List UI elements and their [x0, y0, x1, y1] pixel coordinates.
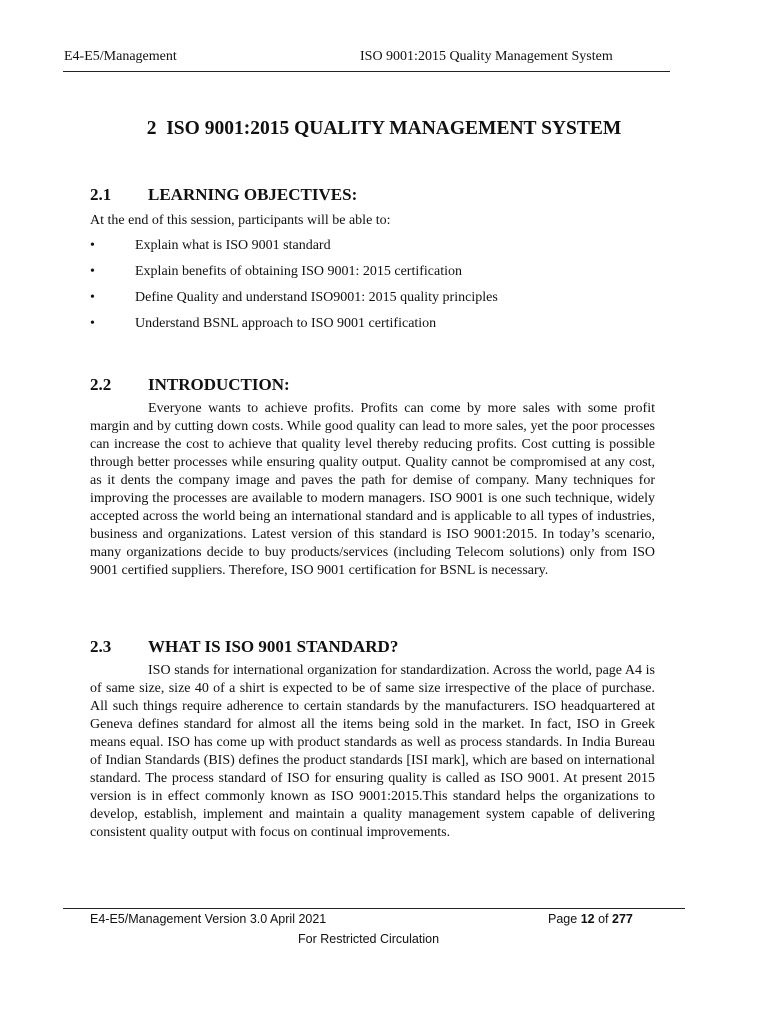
footer-circulation: For Restricted Circulation — [298, 932, 440, 946]
page-of: of — [598, 912, 609, 926]
iso-standard-paragraph: ISO stands for international organization for standardization. Across the world, page A4 is of same size, size 40 of a shirt is expected to be of same size irrespective of the place of purchase. All such things require adherence to certain standards by the manufacturers. ISO headquartered at Geneva defines standard for almost all the items being sold in the market. In fact, ISO in Greek means equal. ISO has come up with product standards as well as process standards. In India Bureau of Indian Standards (BIS) defines the product standards [ISI mark], which are based on international standard. The process standard of ISO for ensuring quality is called as ISO 9001. At present 2015 version is in effect commonly known as ISO 9001:2015.This standard helps the organizations to develop, establish, implement and maintain a quality management system capable of delivering consistent quality output with focus on continual improvements. — [90, 663, 655, 840]
section-heading-2-3 — [90, 637, 650, 659]
bullet-icon: • — [90, 264, 95, 279]
list-item-text: Define Quality and understand ISO9001: 2015 quality principles — [135, 290, 498, 305]
list-item-text: Explain benefits of obtaining ISO 9001: 2015 certification — [135, 264, 462, 279]
section-number: 2.2 — [90, 375, 112, 394]
page-total: 277 — [612, 912, 633, 926]
chapter-title-text: ISO 9001:2015 QUALITY MANAGEMENT SYSTEM — [166, 118, 622, 139]
section-title: INTRODUCTION: — [148, 375, 290, 394]
section-heading-2-2 — [90, 375, 650, 397]
section-title: WHAT IS ISO 9001 STANDARD? — [148, 637, 399, 656]
section-number: 2.1 — [90, 185, 112, 204]
introduction-paragraph: Everyone wants to achieve profits. Profits can come by more sales with some profit margin and by cutting down costs. While good quality can lead to more sales, yet the poor processes can increase the cost to achieve that quality level thereby reducing profits. Cost cutting is possible through better processes while ensuring quality output. Quality cannot be compromised at any cost, as it dents the company image and paves the path for demise of company. Many techniques for improving the processes are available to modern managers. ISO 9001 is one such technique, widely accepted across the world being an international standard and is applicable to all types of industries, business and organizations. Latest version of this standard is ISO 9001:2015. In today’s scenario, many organizations decide to buy products/services (including Telecom solutions) only from ISO 9001 certified suppliers. Therefore, ISO 9001 certification for BSNL is necessary. — [90, 401, 655, 578]
section-number: 2.3 — [90, 637, 112, 656]
bullet-icon: • — [90, 238, 95, 253]
bullet-icon: • — [90, 316, 95, 331]
footer-rule — [63, 908, 685, 909]
chapter-title — [0, 118, 768, 140]
section-title: LEARNING OBJECTIVES: — [148, 185, 358, 204]
list-item-text: Understand BSNL approach to ISO 9001 certification — [135, 316, 437, 331]
bullet-icon: • — [90, 290, 95, 305]
chapter-number: 2 — [146, 118, 157, 139]
section-heading-2-1 — [90, 185, 650, 207]
footer-left: E4-E5/Management Version 3.0 April 2021 — [90, 912, 327, 926]
page-prefix: Page — [548, 912, 578, 926]
header-right: ISO 9001:2015 Quality Management System — [360, 49, 613, 64]
objectives-intro: At the end of this session, participants will be able to: — [90, 213, 391, 228]
page-current: 12 — [580, 912, 595, 926]
header-rule — [63, 71, 670, 72]
header-left: E4-E5/Management — [64, 49, 177, 64]
list-item-text: Explain what is ISO 9001 standard — [135, 238, 331, 253]
page-number — [548, 912, 633, 926]
